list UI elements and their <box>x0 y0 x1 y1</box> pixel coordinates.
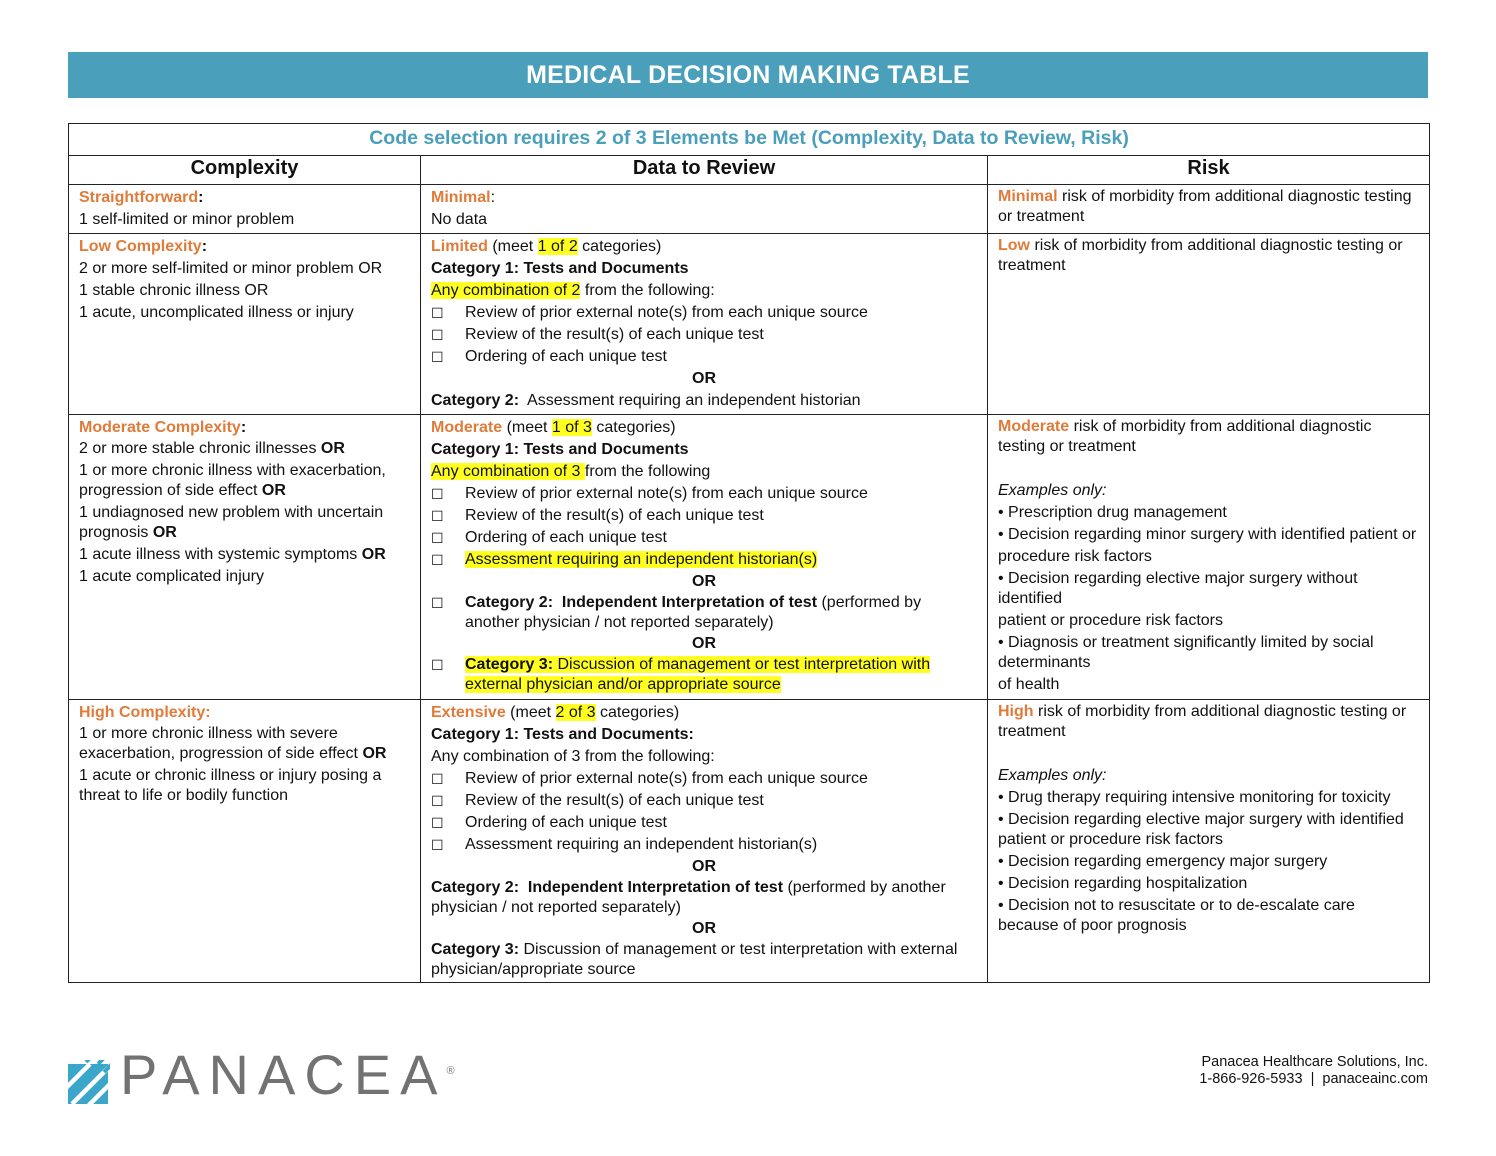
table-row-low <box>69 234 1430 415</box>
complexity-line-text: 1 acute complicated injury <box>79 568 264 585</box>
complexity-line-text: 1 or more chronic illness with exacerbation, progression of side effect <box>79 462 386 499</box>
category-3-label: Category 3: <box>465 656 554 673</box>
checkbox-icon: ☐ <box>431 327 444 343</box>
complexity-line <box>79 545 410 565</box>
example-item: • Prescription drug management <box>998 504 1227 521</box>
complexity-line-text: 1 acute illness with systemic symptoms <box>79 546 362 563</box>
complexity-cell <box>69 415 421 700</box>
category-3-line <box>465 655 977 695</box>
checklist-item <box>431 302 977 324</box>
complexity-level: High Complexity: <box>79 704 211 721</box>
or-separator: OR <box>692 573 716 590</box>
checkbox-icon: ☐ <box>431 349 444 365</box>
category-3-text: Discussion of management or test interpretation with external physician/appropriate source <box>431 941 958 978</box>
page-title-banner <box>68 52 1428 98</box>
risk-text: risk of morbidity from additional diagnostic testing or treatment <box>998 237 1403 274</box>
company-name: Panacea Healthcare Solutions, Inc. <box>1201 1054 1428 1070</box>
meet-suffix: categories) <box>595 704 680 721</box>
category-2-line <box>431 878 977 918</box>
data-level-line <box>431 236 977 258</box>
example-item: of health <box>998 676 1060 693</box>
checklist-item <box>431 834 977 856</box>
checkbox-icon: ☐ <box>431 657 444 673</box>
category-1-title: Category 1: Tests and Documents <box>431 260 689 277</box>
data-level: Moderate <box>431 419 503 436</box>
checklist-item <box>431 346 977 368</box>
meet-prefix: (meet <box>505 704 556 721</box>
checklist-item <box>431 324 977 346</box>
complexity-line: 1 self-limited or minor problem <box>79 211 295 228</box>
category-2-label: Category 2: Independent Interpretation of test <box>431 879 784 896</box>
category-2-line <box>431 390 977 412</box>
checkbox-icon: ☐ <box>431 837 444 853</box>
meet-prefix: (meet <box>487 238 538 255</box>
checklist-text: Ordering of each unique test <box>465 348 667 365</box>
combination-line: Any combination of 3 from the following: <box>431 748 715 765</box>
data-level: Extensive <box>431 704 506 721</box>
example-item: procedure risk factors <box>998 548 1152 565</box>
example-item: patient or procedure risk factors <box>998 612 1223 629</box>
risk-cell <box>988 234 1430 415</box>
risk-level: Moderate <box>998 418 1070 435</box>
checklist-item <box>431 655 977 695</box>
risk-text: risk of morbidity from additional diagnostic testing or treatment <box>998 188 1412 225</box>
colon: : <box>490 189 496 206</box>
complexity-line-text: 1 acute or chronic illness or injury posing a threat to life or bodily function <box>79 767 382 804</box>
meet-suffix: categories) <box>577 238 662 255</box>
checklist-text: Review of prior external note(s) from each unique source <box>465 485 868 502</box>
complexity-line <box>79 724 410 764</box>
checkbox-icon: ☐ <box>431 305 444 321</box>
logo-wordmark <box>120 1043 455 1116</box>
column-header-complexity: Complexity <box>69 156 421 185</box>
complexity-level: Low Complexity <box>79 238 202 255</box>
colon: : <box>201 238 208 255</box>
checklist-text <box>465 549 977 571</box>
complexity-cell <box>69 700 421 983</box>
or-keyword: OR <box>362 745 387 762</box>
category-2-text: (performed by another physician / not reported separately) <box>465 594 922 631</box>
medical-decision-table <box>68 123 1430 983</box>
checklist-item <box>431 768 977 790</box>
complexity-level: Straightforward <box>79 189 199 206</box>
checklist-item <box>431 549 977 571</box>
checkbox-icon: ☐ <box>431 508 444 524</box>
or-separator: OR <box>692 920 716 937</box>
complexity-line-text: 1 undiagnosed new problem with uncertain prognosis <box>79 504 384 541</box>
combination-rest: from the following <box>584 463 711 480</box>
examples-label: Examples only: <box>998 767 1107 784</box>
data-cell <box>421 185 988 234</box>
risk-description <box>998 417 1419 457</box>
table-row-straightforward <box>69 185 1430 234</box>
example-item: • Decision regarding elective major surgery without identified <box>998 570 1358 607</box>
combination-line <box>431 280 977 302</box>
checkbox-icon: ☐ <box>431 486 444 502</box>
data-cell <box>421 415 988 700</box>
complexity-line: 1 acute, uncomplicated illness or injury <box>79 304 354 321</box>
logo-text: PANACEA <box>120 1043 447 1106</box>
checklist-item <box>431 483 977 505</box>
checkbox-icon: ☐ <box>431 793 444 809</box>
complexity-line: 2 or more self-limited or minor problem OR <box>79 260 383 277</box>
complexity-line <box>79 567 410 587</box>
risk-text: risk of morbidity from additional diagnostic testing or treatment <box>998 703 1407 740</box>
checklist-item <box>431 812 977 834</box>
checklist-text: Review of the result(s) of each unique test <box>465 326 764 343</box>
example-item: • Decision regarding minor surgery with identified patient or <box>998 526 1417 543</box>
risk-level: Minimal <box>998 188 1058 205</box>
combination-highlight: Any combination of 3 <box>431 463 585 480</box>
checklist-text: Ordering of each unique test <box>465 814 667 831</box>
checklist-text: Review of prior external note(s) from each unique source <box>465 304 868 321</box>
checkbox-icon: ☐ <box>431 771 444 787</box>
table-row-high <box>69 700 1430 983</box>
example-item: • Drug therapy requiring intensive monitoring for toxicity <box>998 789 1391 806</box>
meet-prefix: (meet <box>502 419 552 436</box>
category-2-label: Category 2: Independent Interpretation of test <box>465 594 818 611</box>
table-row-moderate <box>69 415 1430 700</box>
checklist-item <box>431 527 977 549</box>
category-2-text: Assessment requiring an independent historian <box>519 392 861 409</box>
or-separator: OR <box>692 858 716 875</box>
checklist-item <box>431 593 977 633</box>
complexity-line <box>79 439 410 459</box>
checklist-text: Ordering of each unique test <box>465 529 667 546</box>
complexity-cell <box>69 185 421 234</box>
risk-cell <box>988 700 1430 983</box>
panacea-logo-mark-icon <box>68 1060 110 1106</box>
complexity-cell <box>69 234 421 415</box>
meet-count-highlight: 2 of 3 <box>555 704 596 721</box>
complexity-line <box>79 461 410 501</box>
meet-count-highlight: 1 of 3 <box>551 419 592 436</box>
checklist-text: Review of the result(s) of each unique test <box>465 507 764 524</box>
risk-description <box>998 187 1419 227</box>
company-info <box>1199 1054 1428 1088</box>
registered-mark: ® <box>446 1065 455 1077</box>
example-item: • Diagnosis or treatment significantly limited by social determinants <box>998 634 1374 671</box>
checkbox-icon: ☐ <box>431 815 444 831</box>
example-item: • Decision regarding emergency major surgery <box>998 853 1328 870</box>
example-item: • Decision regarding elective major surgery with identified patient or procedure risk factors <box>998 811 1404 848</box>
or-separator: OR <box>692 635 716 652</box>
examples-label: Examples only: <box>998 482 1107 499</box>
complexity-line-text: 2 or more stable chronic illnesses <box>79 440 321 457</box>
checkbox-icon: ☐ <box>431 530 444 546</box>
or-keyword: OR <box>361 546 386 563</box>
risk-level: Low <box>998 237 1030 254</box>
combination-highlight: Any combination of 2 <box>431 282 581 299</box>
data-text: No data <box>431 211 488 228</box>
example-item: • Decision not to resuscitate or to de-escalate care because of poor prognosis <box>998 897 1355 934</box>
column-header-data-to-review: Data to Review <box>421 156 988 185</box>
data-level: Limited <box>431 238 488 255</box>
colon: : <box>240 419 247 436</box>
or-keyword: OR <box>320 440 345 457</box>
complexity-line <box>79 503 410 543</box>
data-level: Minimal <box>431 189 491 206</box>
risk-description <box>998 702 1419 742</box>
checklist-item <box>431 505 977 527</box>
risk-level: High <box>998 703 1034 720</box>
checklist-text: Review of prior external note(s) from each unique source <box>465 770 868 787</box>
checkbox-icon: ☐ <box>431 552 444 568</box>
page-title: MEDICAL DECISION MAKING TABLE <box>526 60 970 89</box>
column-header-risk: Risk <box>988 156 1430 185</box>
risk-cell <box>988 185 1430 234</box>
category-3-line <box>431 940 977 980</box>
example-item: • Decision regarding hospitalization <box>998 875 1248 892</box>
risk-text: risk of morbidity from additional diagnostic testing or treatment <box>998 418 1372 455</box>
category-3-label: Category 3: <box>431 941 520 958</box>
checklist-text: Review of the result(s) of each unique test <box>465 792 764 809</box>
table-subtitle: Code selection requires 2 of 3 Elements be Met (Complexity, Data to Review, Risk) <box>69 124 1430 156</box>
data-level-line <box>431 702 977 724</box>
category-3-text: Discussion of management or test interpretation with external physician and/or appropriate source <box>465 656 931 693</box>
complexity-line: 1 stable chronic illness OR <box>79 282 269 299</box>
meet-count-highlight: 1 of 2 <box>537 238 578 255</box>
category-1-title: Category 1: Tests and Documents <box>431 441 689 458</box>
complexity-line-text: 1 or more chronic illness with severe exacerbation, progression of side effect <box>79 725 363 762</box>
category-2-text: (performed by another physician / not reported separately) <box>431 879 946 916</box>
data-cell <box>421 234 988 415</box>
meet-suffix: categories) <box>591 419 676 436</box>
category-1-title: Category 1: Tests and Documents: <box>431 726 694 743</box>
checklist-item <box>431 790 977 812</box>
panacea-logo <box>68 1043 455 1116</box>
data-cell <box>421 700 988 983</box>
risk-cell <box>988 415 1430 700</box>
or-separator: OR <box>692 370 716 387</box>
or-keyword: OR <box>152 524 177 541</box>
category-2-label: Category 2: <box>431 392 520 409</box>
highlighted-item: Assessment requiring an independent historian(s) <box>465 551 818 568</box>
checklist-text: Assessment requiring an independent historian(s) <box>465 836 818 853</box>
data-level-line <box>431 417 977 439</box>
company-contact: 1-866-926-5933 | panaceainc.com <box>1199 1071 1428 1087</box>
colon: : <box>198 189 204 206</box>
category-2-line <box>465 593 977 633</box>
checkbox-icon: ☐ <box>431 595 444 611</box>
complexity-level: Moderate Complexity <box>79 419 241 436</box>
combination-line <box>431 461 977 483</box>
combination-rest: from the following: <box>580 282 715 299</box>
risk-description <box>998 236 1419 276</box>
or-keyword: OR <box>261 482 286 499</box>
complexity-line <box>79 766 410 806</box>
